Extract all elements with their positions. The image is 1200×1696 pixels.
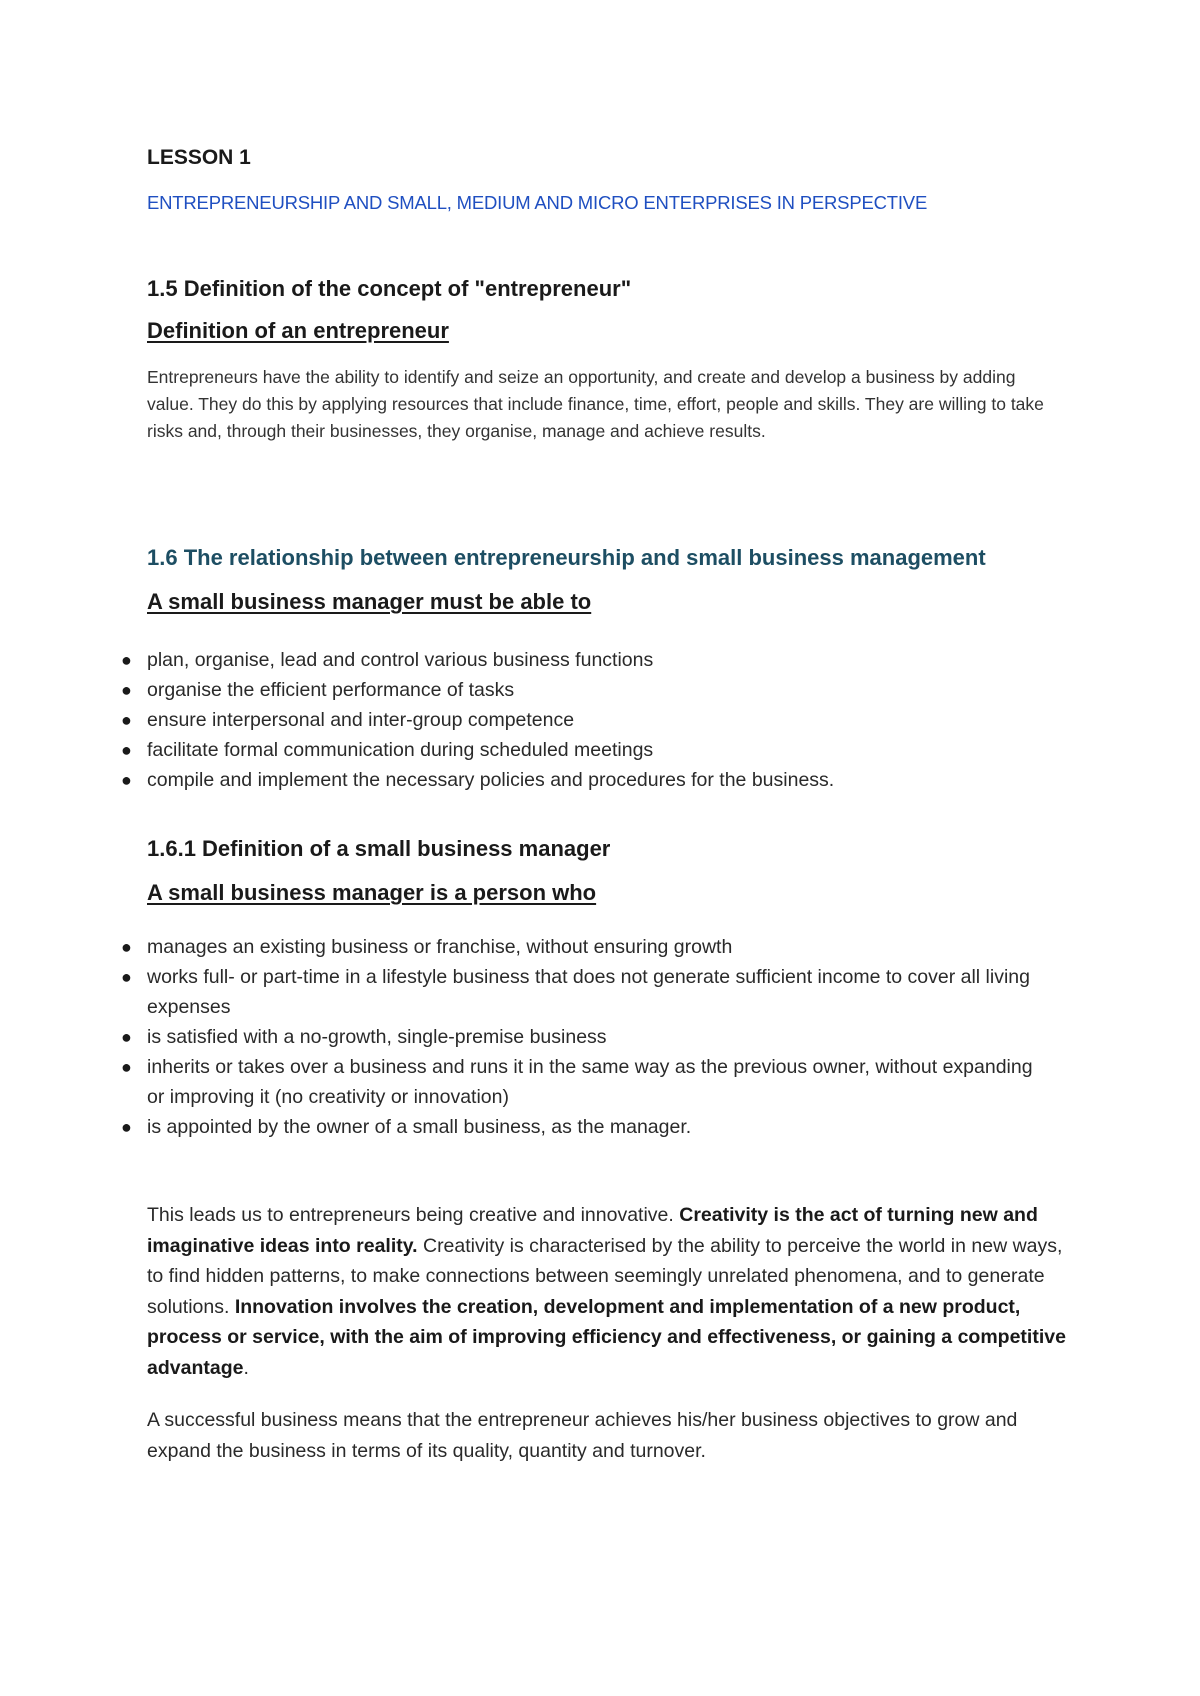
list-item: ● is appointed by the owner of a small business, as the manager.	[0, 1112, 1047, 1142]
list-item: ● plan, organise, lead and control various business functions	[0, 645, 1047, 675]
section-1-5-heading: 1.5 Definition of the concept of "entrepreneur"	[147, 276, 632, 301]
list-item: ● compile and implement the necessary policies and procedures for the business.	[0, 765, 1047, 795]
bullet-dot-icon: ●	[121, 680, 132, 700]
bullet-dot-icon: ●	[121, 1057, 132, 1077]
definition-entrepreneur-subheading: Definition of an entrepreneur	[147, 318, 449, 343]
list-item: ● organise the efficient performance of tasks	[0, 675, 1047, 705]
manager-person-subheading: A small business manager is a person who	[147, 880, 597, 905]
bullet-dot-icon: ●	[121, 650, 132, 670]
list-item: ● ensure interpersonal and inter-group competence	[0, 705, 1047, 735]
list-item: ● inherits or takes over a business and runs it in the same way as the previous owner, without expanding or improving it (no creativity or innovation)	[0, 1052, 1047, 1112]
section-1-6-1-heading: 1.6.1 Definition of a small business manager	[147, 836, 611, 861]
entrepreneur-definition-paragraph: Entrepreneurs have the ability to identify and seize an opportunity, and create and develop a business by adding value. They do this by applying resources that include finance, time, effort, people and skills. They are willing to take risks and, through their businesses, they organise, manage and achieve results.	[147, 367, 1044, 441]
bullet-dot-icon: ●	[121, 710, 132, 730]
lesson-title: LESSON 1	[147, 146, 251, 169]
list-item: ● is satisfied with a no-growth, single-premise business	[0, 1022, 1047, 1052]
bullet-dot-icon: ●	[121, 937, 132, 957]
innovation-definition-bold: Innovation involves the creation, development and implementation of a new product, process or service, with the aim of improving efficiency and effectiveness, or gaining a competitive advantage	[147, 1295, 1066, 1379]
bullet-dot-icon: ●	[121, 740, 132, 760]
list-item: ● manages an existing business or franchise, without ensuring growth	[0, 932, 1047, 962]
manager-must-subheading: A small business manager must be able to	[147, 589, 592, 614]
bullet-dot-icon: ●	[121, 967, 132, 987]
successful-business-paragraph: A successful business means that the entrepreneur achieves his/her business objectives to grow and expand the business in terms of its quality, quantity and turnover.	[147, 1409, 1018, 1462]
manager-person-list	[0, 932, 1200, 1142]
bullet-dot-icon: ●	[121, 1027, 132, 1047]
section-1-6-heading: 1.6 The relationship between entrepreneurship and small business management	[147, 545, 986, 570]
bullet-dot-icon: ●	[121, 1117, 132, 1137]
lesson-subtitle: ENTREPRENEURSHIP AND SMALL, MEDIUM AND MICRO ENTERPRISES IN PERSPECTIVE	[147, 192, 928, 213]
manager-abilities-list	[0, 645, 1200, 795]
list-item: ● works full- or part-time in a lifestyle business that does not generate sufficient income to cover all living expenses	[0, 962, 1047, 1022]
creativity-innovation-paragraph: This leads us to entrepreneurs being creative and innovative. Creativity is the act of turning new and imaginative ideas into reality. Creativity is characterised by the ability to perceive the world in new ways, to find hidden patterns, to make connections between seemingly unrelated phenomena, and to generate solutions. Innovation involves the creation, development and implementation of a new product, process or service, with the aim of improving efficiency and effectiveness, or gaining a competitive advantage.	[147, 1204, 1066, 1379]
creativity-definition-bold: Creativity is the act of turning new and imaginative ideas into reality.	[147, 1204, 1038, 1257]
list-item: ● facilitate formal communication during scheduled meetings	[0, 735, 1047, 765]
bullet-dot-icon: ●	[121, 770, 132, 790]
